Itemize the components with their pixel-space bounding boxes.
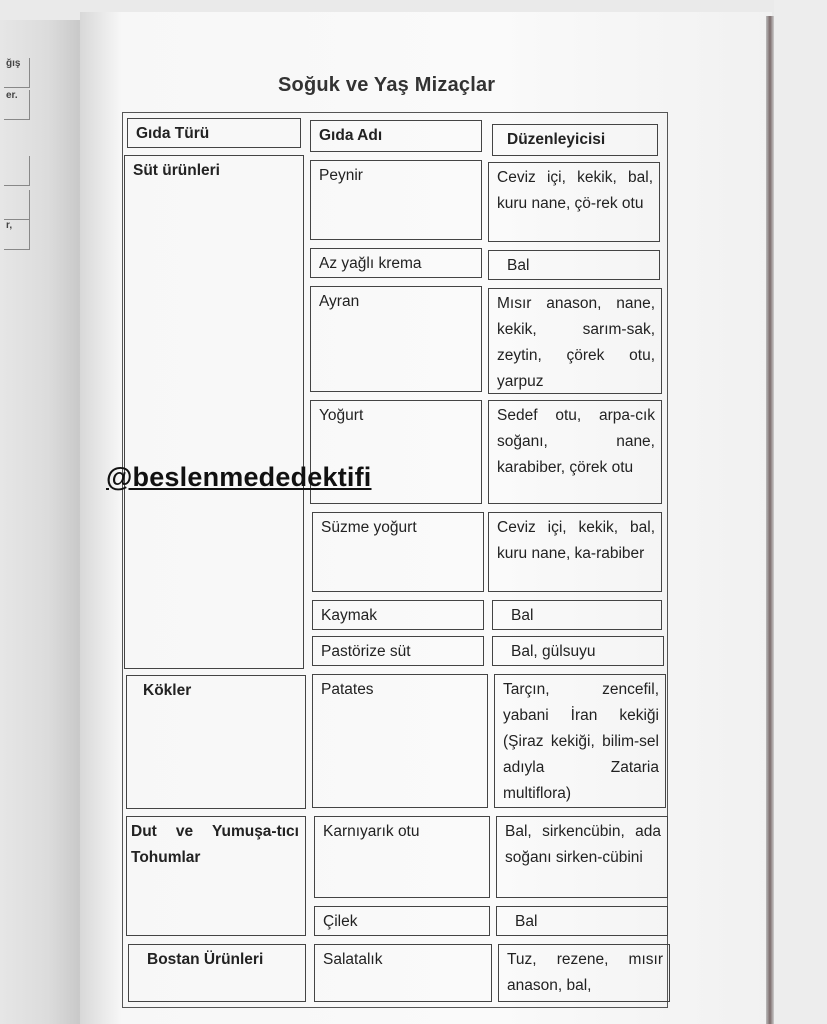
food-name-cell: Ayran (310, 286, 482, 392)
food-name-cell: Salatalık (314, 944, 492, 1002)
watermark-handle: @beslenmededektifi (106, 462, 372, 492)
group-type-roots: Kökler (126, 675, 306, 809)
group-type-dairy: Süt ürünleri (124, 155, 304, 669)
regulator-cell: Bal, sirkencübin, ada soğanı sirken-cübini (496, 816, 668, 898)
regulator-cell: Mısır anason, nane, kekik, sarım-sak, zeytin, çörek otu, yarpuz (488, 288, 662, 394)
group-type-seeds: Dut ve Yumuşa-tıcı Tohumlar (126, 816, 306, 936)
adjacent-page-fragment: ğış (4, 58, 30, 88)
header-regulator: Düzenleyicisi (492, 124, 658, 156)
regulator-cell: Sedef otu, arpa-cık soğanı, nane, karabiber, çörek otu (488, 400, 662, 504)
background (774, 0, 827, 1024)
regulator-cell: Bal (492, 600, 662, 630)
header-food-name: Gıda Adı (310, 120, 482, 152)
adjacent-page-fragment: er. (4, 90, 30, 120)
regulator-cell: Bal (496, 906, 668, 936)
food-name-cell: Kaymak (312, 600, 484, 630)
regulator-cell: Bal (488, 250, 660, 280)
food-name-cell: Karnıyarık otu (314, 816, 490, 898)
adjacent-page-fragment (4, 156, 30, 186)
regulator-cell: Tuz, rezene, mısır anason, bal, (498, 944, 670, 1002)
food-name-cell: Yoğurt (310, 400, 482, 504)
food-name-cell: Peynir (310, 160, 482, 240)
regulator-cell: Ceviz içi, kekik, bal, kuru nane, ka-rabiber (488, 512, 662, 592)
food-name-cell: Süzme yoğurt (312, 512, 484, 592)
food-name-cell: Pastörize süt (312, 636, 484, 666)
adjacent-page-fragment (4, 190, 30, 220)
regulator-cell: Tarçın, zencefil, yabani İran kekiği (Şiraz kekiği, bilim-sel adıyla Zataria multiflora) (494, 674, 666, 808)
regulator-cell: Bal, gülsuyu (492, 636, 664, 666)
food-name-cell: Patates (312, 674, 488, 808)
adjacent-page-fragment: r, (4, 220, 30, 250)
food-name-cell: Çilek (314, 906, 490, 936)
page-edge (766, 16, 774, 1024)
header-food-type: Gıda Türü (127, 118, 301, 148)
adjacent-page (0, 20, 80, 1024)
food-name-cell: Az yağlı krema (310, 248, 482, 278)
page-title: Soğuk ve Yaş Mizaçlar (278, 74, 496, 96)
regulator-cell: Ceviz içi, kekik, bal, kuru nane, çö-rek otu (488, 162, 660, 242)
group-type-garden: Bostan Ürünleri (128, 944, 306, 1002)
